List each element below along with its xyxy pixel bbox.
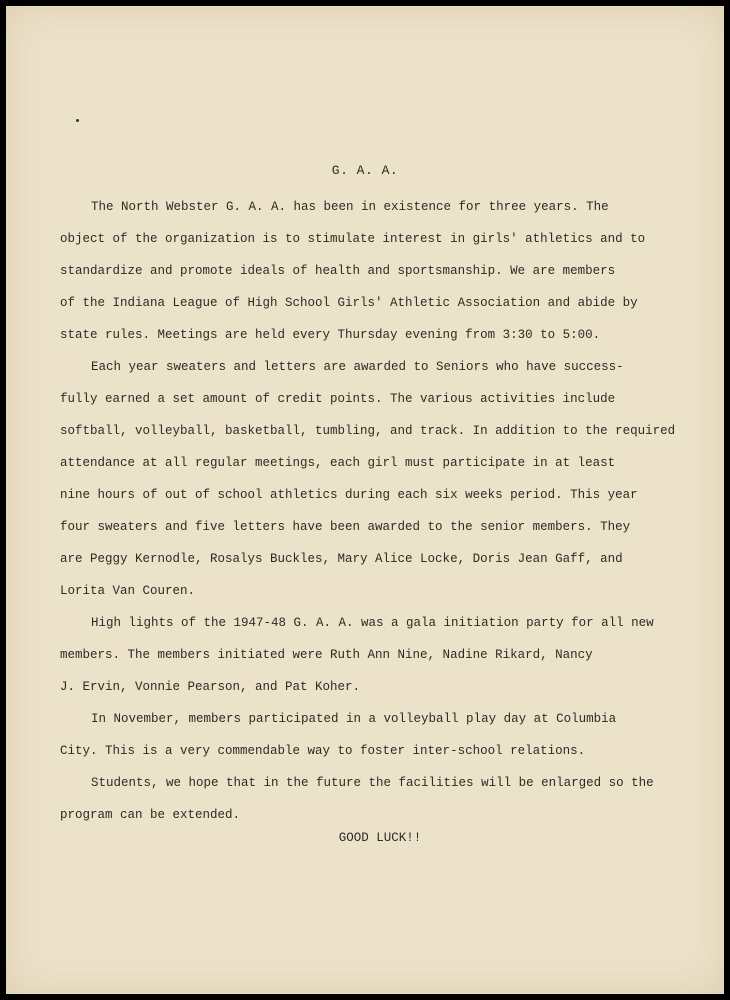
text-line: state rules. Meetings are held every Thursday evening from 3:30 to 5:00. bbox=[60, 328, 601, 342]
document-page bbox=[6, 6, 724, 994]
text-line: High lights of the 1947-48 G. A. A. was a gala initiation party for all new bbox=[91, 616, 654, 630]
paragraph-future bbox=[60, 767, 654, 831]
text-line: fully earned a set amount of credit points. The various activities include bbox=[60, 392, 616, 406]
text-line: Students, we hope that in the future the facilities will be enlarged so the bbox=[91, 776, 654, 790]
text-line: City. This is a very commendable way to foster inter-school relations. bbox=[60, 744, 586, 758]
text-line: standardize and promote ideals of health and sportsmanship. We are members bbox=[60, 264, 616, 278]
paragraph-awards bbox=[60, 351, 676, 607]
text-line: are Peggy Kernodle, Rosalys Buckles, Mary Alice Locke, Doris Jean Gaff, and bbox=[60, 552, 623, 566]
paragraph-history bbox=[60, 191, 646, 351]
text-line: of the Indiana League of High School Girls' Athletic Association and abide by bbox=[60, 296, 638, 310]
page-title: G. A. A. bbox=[331, 163, 399, 178]
text-line: J. Ervin, Vonnie Pearson, and Pat Koher. bbox=[60, 680, 361, 694]
text-line: attendance at all regular meetings, each girl must participate in at least bbox=[60, 456, 616, 470]
text-line: softball, volleyball, basketball, tumbling, and track. In addition to the required bbox=[60, 424, 676, 438]
text-line: The North Webster G. A. A. has been in existence for three years. The bbox=[91, 200, 609, 214]
text-line: Each year sweaters and letters are awarded to Seniors who have success- bbox=[91, 360, 624, 374]
text-line: members. The members initiated were Ruth Ann Nine, Nadine Rikard, Nancy bbox=[60, 648, 593, 662]
text-line: Lorita Van Couren. bbox=[60, 584, 196, 598]
text-line: In November, members participated in a volleyball play day at Columbia bbox=[91, 712, 617, 726]
text-line: object of the organization is to stimulate interest in girls' athletics and to bbox=[60, 232, 646, 246]
text-line: nine hours of out of school athletics during each six weeks period. This year bbox=[60, 488, 638, 502]
body-text bbox=[60, 191, 676, 831]
paragraph-play-day bbox=[60, 703, 620, 767]
paper-speck bbox=[76, 119, 79, 122]
text-line: program can be extended. bbox=[60, 808, 241, 822]
paragraph-highlights bbox=[60, 607, 654, 703]
closing-text: GOOD LUCK!! bbox=[338, 831, 422, 845]
text-line: four sweaters and five letters have been awarded to the senior members. They bbox=[60, 520, 631, 534]
